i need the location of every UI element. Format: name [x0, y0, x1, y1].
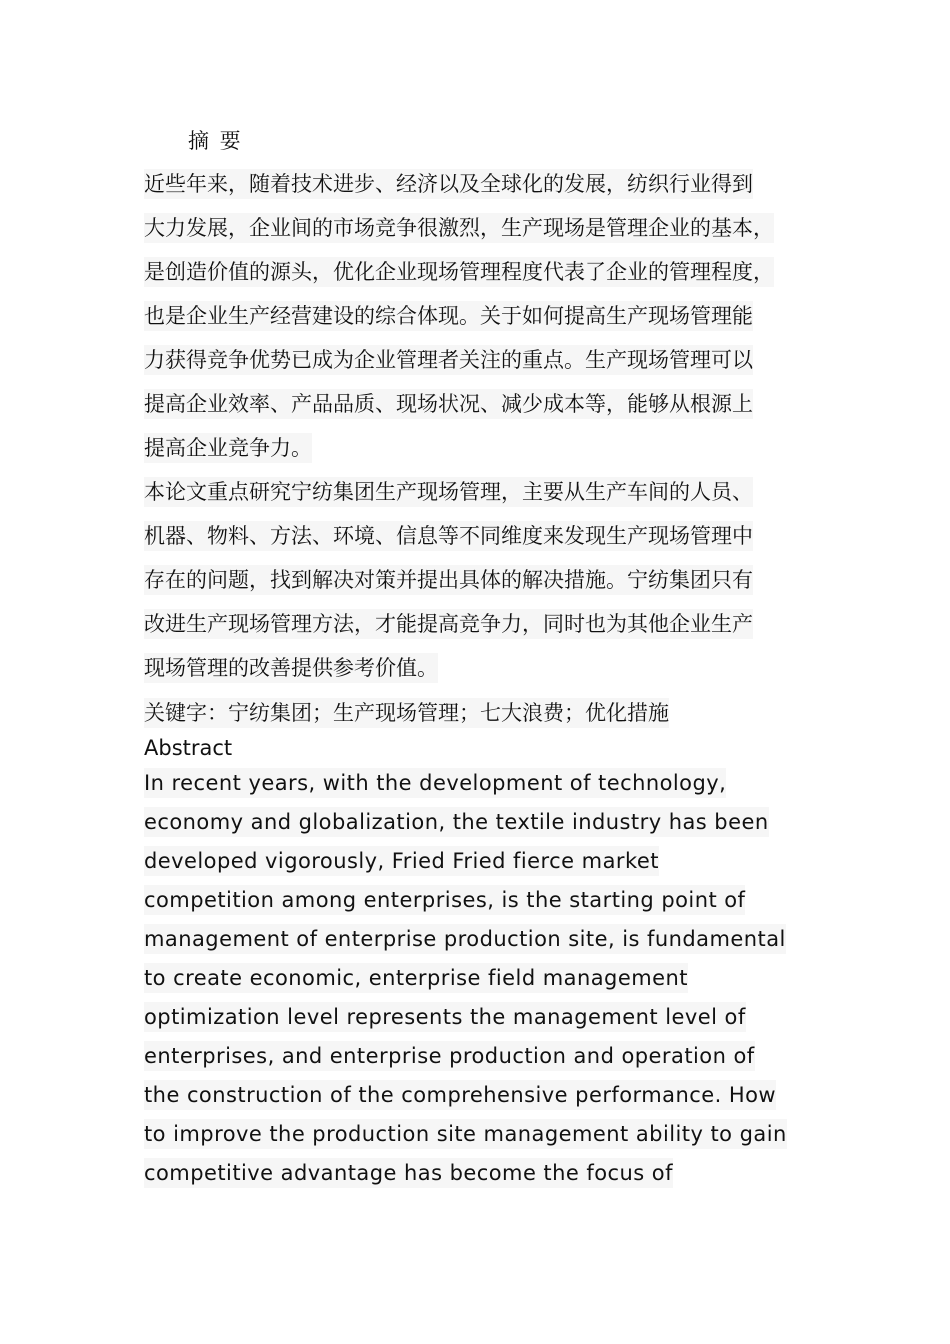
text-line: competition among enterprises, is the starting point of	[144, 881, 824, 920]
text-line: the construction of the comprehensive performance. How	[144, 1076, 824, 1115]
text-line: In recent years, with the development of technology,	[144, 764, 824, 803]
keywords-line: 关键字：宁纺集团；生产现场管理；七大浪费；优化措施	[144, 690, 824, 736]
text-line: economy and globalization, the textile industry has been	[144, 803, 824, 842]
text-line: management of enterprise production site, is fundamental	[144, 920, 824, 959]
text-line: to improve the production site management ability to gain	[144, 1115, 824, 1154]
text-line: developed vigorously, Fried Fried fierce market	[144, 842, 824, 881]
abstract-cn-paragraph-2	[144, 470, 824, 690]
abstract-cn-heading: 摘 要	[188, 129, 243, 153]
text-line: 近些年来，随着技术进步、经济以及全球化的发展，纺织行业得到	[144, 162, 824, 206]
text-line: 大力发展，企业间的市场竞争很激烈，生产现场是管理企业的基本，	[144, 206, 824, 250]
text-line: 力获得竞争优势已成为企业管理者关注的重点。生产现场管理可以	[144, 338, 824, 382]
text-line: 机器、物料、方法、环境、信息等不同维度来发现生产现场管理中	[144, 514, 824, 558]
text-line: 改进生产现场管理方法，才能提高竞争力，同时也为其他企业生产	[144, 602, 824, 646]
text-line: competitive advantage has become the focus of	[144, 1154, 824, 1193]
document-content	[144, 120, 824, 1193]
text-line: 提高企业竞争力。	[144, 426, 824, 470]
text-line: 提高企业效率、产品品质、现场状况、减少成本等，能够从根源上	[144, 382, 824, 426]
text-line: optimization level represents the management level of	[144, 998, 824, 1037]
text-line: to create economic, enterprise field management	[144, 959, 824, 998]
text-line: enterprises, and enterprise production and operation of	[144, 1037, 824, 1076]
abstract-en-paragraph	[144, 764, 824, 1193]
text-line: 现场管理的改善提供参考价值。	[144, 646, 824, 690]
abstract-cn-paragraph-1	[144, 162, 824, 470]
text-line: 是创造价值的源头，优化企业现场管理程度代表了企业的管理程度，	[144, 250, 824, 294]
text-line: 本论文重点研究宁纺集团生产现场管理，主要从生产车间的人员、	[144, 470, 824, 514]
abstract-en-heading: Abstract	[144, 736, 233, 760]
text-line: 存在的问题，找到解决对策并提出具体的解决措施。宁纺集团只有	[144, 558, 824, 602]
text-line: 也是企业生产经营建设的综合体现。关于如何提高生产现场管理能	[144, 294, 824, 338]
